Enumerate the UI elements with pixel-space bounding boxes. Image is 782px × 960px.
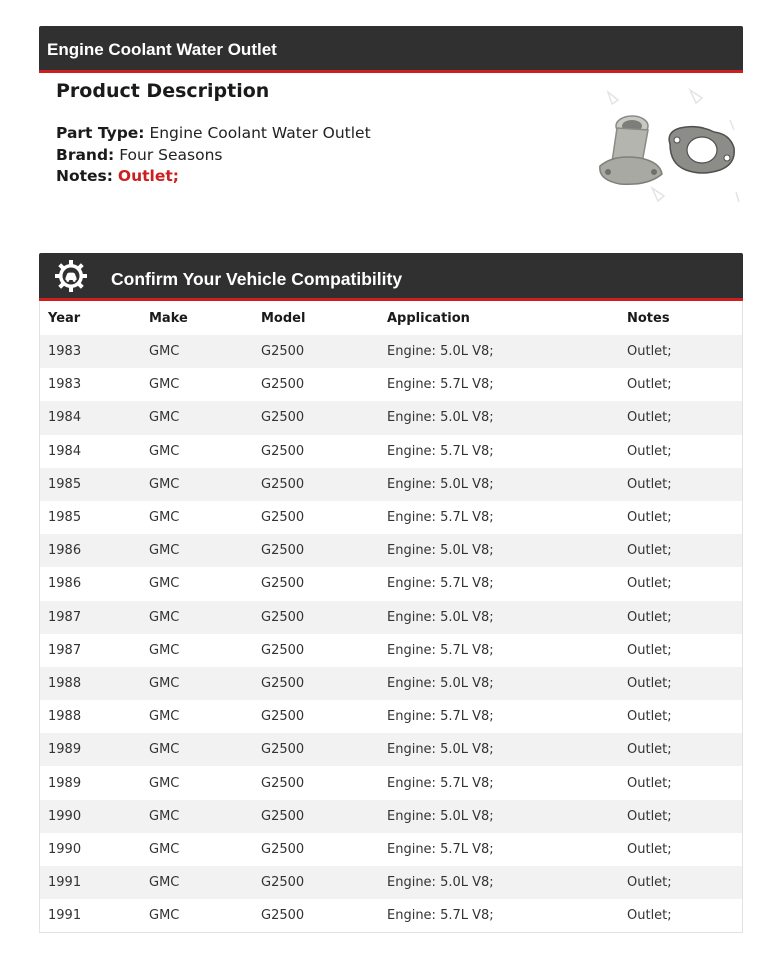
table-body bbox=[40, 335, 742, 932]
cell-year: 1989 bbox=[48, 742, 82, 758]
cell-year: 1987 bbox=[48, 609, 82, 625]
spec-label: Part Type: bbox=[56, 124, 145, 142]
gasket bbox=[669, 127, 734, 173]
table-row bbox=[40, 368, 742, 401]
cell-model: G2500 bbox=[261, 675, 305, 691]
cell-make: GMC bbox=[149, 344, 180, 360]
column-header-year: Year bbox=[48, 310, 81, 326]
cell-year: 1984 bbox=[48, 410, 82, 426]
water-outlet-housing bbox=[600, 116, 662, 184]
cell-make: GMC bbox=[149, 808, 180, 824]
cell-notes: Outlet; bbox=[627, 344, 672, 360]
cell-application: Engine: 5.0L V8; bbox=[387, 808, 494, 824]
table-row bbox=[40, 866, 742, 899]
cell-year: 1986 bbox=[48, 576, 82, 592]
cell-model: G2500 bbox=[261, 543, 305, 559]
cell-model: G2500 bbox=[261, 344, 305, 360]
table-row bbox=[40, 501, 742, 534]
product-image bbox=[590, 84, 750, 214]
description-heading: Product Description bbox=[56, 80, 270, 102]
cell-application: Engine: 5.7L V8; bbox=[387, 709, 494, 725]
cell-application: Engine: 5.0L V8; bbox=[387, 410, 494, 426]
table-row bbox=[40, 401, 742, 434]
cell-model: G2500 bbox=[261, 808, 305, 824]
cell-year: 1986 bbox=[48, 543, 82, 559]
cell-year: 1988 bbox=[48, 675, 82, 691]
compatibility-table bbox=[40, 301, 742, 932]
cell-notes: Outlet; bbox=[627, 675, 672, 691]
cell-application: Engine: 5.0L V8; bbox=[387, 476, 494, 492]
column-header-notes: Notes bbox=[627, 310, 670, 326]
table-row bbox=[40, 733, 742, 766]
cell-notes: Outlet; bbox=[627, 576, 672, 592]
cell-notes: Outlet; bbox=[627, 443, 672, 459]
cell-make: GMC bbox=[149, 775, 180, 791]
cell-make: GMC bbox=[149, 709, 180, 725]
cell-application: Engine: 5.0L V8; bbox=[387, 675, 494, 691]
cell-make: GMC bbox=[149, 377, 180, 393]
cell-notes: Outlet; bbox=[627, 841, 672, 857]
cell-application: Engine: 5.0L V8; bbox=[387, 875, 494, 891]
table-row bbox=[40, 601, 742, 634]
table-header-row bbox=[40, 301, 742, 335]
cell-make: GMC bbox=[149, 410, 180, 426]
cell-model: G2500 bbox=[261, 609, 305, 625]
cell-model: G2500 bbox=[261, 742, 305, 758]
cell-year: 1988 bbox=[48, 709, 82, 725]
table-row bbox=[40, 800, 742, 833]
cell-notes: Outlet; bbox=[627, 510, 672, 526]
column-header-application: Application bbox=[387, 310, 470, 326]
table-row bbox=[40, 567, 742, 600]
cell-make: GMC bbox=[149, 543, 180, 559]
cell-model: G2500 bbox=[261, 576, 305, 592]
gear-car-icon bbox=[55, 260, 87, 292]
cell-application: Engine: 5.7L V8; bbox=[387, 642, 494, 658]
cell-notes: Outlet; bbox=[627, 410, 672, 426]
cell-year: 1983 bbox=[48, 344, 82, 360]
cell-year: 1990 bbox=[48, 841, 82, 857]
cell-model: G2500 bbox=[261, 875, 305, 891]
cell-model: G2500 bbox=[261, 709, 305, 725]
cell-notes: Outlet; bbox=[627, 476, 672, 492]
cell-model: G2500 bbox=[261, 377, 305, 393]
cell-make: GMC bbox=[149, 510, 180, 526]
cell-application: Engine: 5.0L V8; bbox=[387, 543, 494, 559]
table-row bbox=[40, 700, 742, 733]
cell-notes: Outlet; bbox=[627, 642, 672, 658]
spec-brand bbox=[56, 145, 576, 167]
cell-year: 1991 bbox=[48, 875, 82, 891]
spec-value: Outlet; bbox=[117, 167, 179, 185]
spec-list bbox=[56, 123, 576, 188]
cell-make: GMC bbox=[149, 908, 180, 924]
compatibility-title: Confirm Your Vehicle Compatibility bbox=[111, 269, 403, 289]
cell-year: 1989 bbox=[48, 775, 82, 791]
cell-year: 1985 bbox=[48, 476, 82, 492]
product-title-bar bbox=[39, 26, 743, 73]
cell-make: GMC bbox=[149, 841, 180, 857]
cell-application: Engine: 5.0L V8; bbox=[387, 609, 494, 625]
cell-make: GMC bbox=[149, 742, 180, 758]
cell-application: Engine: 5.0L V8; bbox=[387, 344, 494, 360]
cell-notes: Outlet; bbox=[627, 908, 672, 924]
cell-make: GMC bbox=[149, 476, 180, 492]
compatibility-bar bbox=[39, 253, 743, 301]
cell-notes: Outlet; bbox=[627, 543, 672, 559]
cell-notes: Outlet; bbox=[627, 742, 672, 758]
cell-year: 1985 bbox=[48, 510, 82, 526]
cell-application: Engine: 5.7L V8; bbox=[387, 443, 494, 459]
spec-notes bbox=[56, 166, 576, 188]
cell-make: GMC bbox=[149, 642, 180, 658]
cell-year: 1987 bbox=[48, 642, 82, 658]
cell-notes: Outlet; bbox=[627, 875, 672, 891]
table-row bbox=[40, 335, 742, 368]
cell-year: 1990 bbox=[48, 808, 82, 824]
cell-notes: Outlet; bbox=[627, 377, 672, 393]
spec-value: Four Seasons bbox=[119, 145, 223, 164]
cell-model: G2500 bbox=[261, 775, 305, 791]
compatibility-table-wrap bbox=[39, 301, 743, 933]
cell-application: Engine: 5.7L V8; bbox=[387, 775, 494, 791]
table-row bbox=[40, 534, 742, 567]
column-header-make: Make bbox=[149, 310, 188, 326]
cell-year: 1984 bbox=[48, 443, 82, 459]
cell-application: Engine: 5.7L V8; bbox=[387, 841, 494, 857]
cell-model: G2500 bbox=[261, 443, 305, 459]
column-header-model: Model bbox=[261, 310, 306, 326]
cell-notes: Outlet; bbox=[627, 808, 672, 824]
cell-notes: Outlet; bbox=[627, 709, 672, 725]
table-row bbox=[40, 833, 742, 866]
cell-application: Engine: 5.7L V8; bbox=[387, 510, 494, 526]
cell-make: GMC bbox=[149, 576, 180, 592]
table-row bbox=[40, 634, 742, 667]
spec-label: Brand: bbox=[56, 145, 115, 164]
cell-make: GMC bbox=[149, 675, 180, 691]
cell-notes: Outlet; bbox=[627, 609, 672, 625]
table-row bbox=[40, 435, 742, 468]
table-row bbox=[40, 766, 742, 799]
spec-label: Notes: bbox=[56, 167, 113, 185]
table-row bbox=[40, 899, 742, 932]
cell-application: Engine: 5.0L V8; bbox=[387, 742, 494, 758]
cell-model: G2500 bbox=[261, 476, 305, 492]
cell-notes: Outlet; bbox=[627, 775, 672, 791]
product-title: Engine Coolant Water Outlet bbox=[47, 40, 277, 59]
cell-model: G2500 bbox=[261, 841, 305, 857]
table-row bbox=[40, 667, 742, 700]
cell-make: GMC bbox=[149, 875, 180, 891]
cell-make: GMC bbox=[149, 443, 180, 459]
cell-application: Engine: 5.7L V8; bbox=[387, 377, 494, 393]
cell-year: 1983 bbox=[48, 377, 82, 393]
table-row bbox=[40, 468, 742, 501]
cell-application: Engine: 5.7L V8; bbox=[387, 908, 494, 924]
cell-make: GMC bbox=[149, 609, 180, 625]
cell-application: Engine: 5.7L V8; bbox=[387, 576, 494, 592]
spec-part-type bbox=[56, 123, 576, 145]
spec-value: Engine Coolant Water Outlet bbox=[149, 124, 371, 142]
cell-model: G2500 bbox=[261, 642, 305, 658]
cell-model: G2500 bbox=[261, 410, 305, 426]
cell-model: G2500 bbox=[261, 510, 305, 526]
cell-model: G2500 bbox=[261, 908, 305, 924]
cell-year: 1991 bbox=[48, 908, 82, 924]
product-description bbox=[56, 78, 576, 188]
